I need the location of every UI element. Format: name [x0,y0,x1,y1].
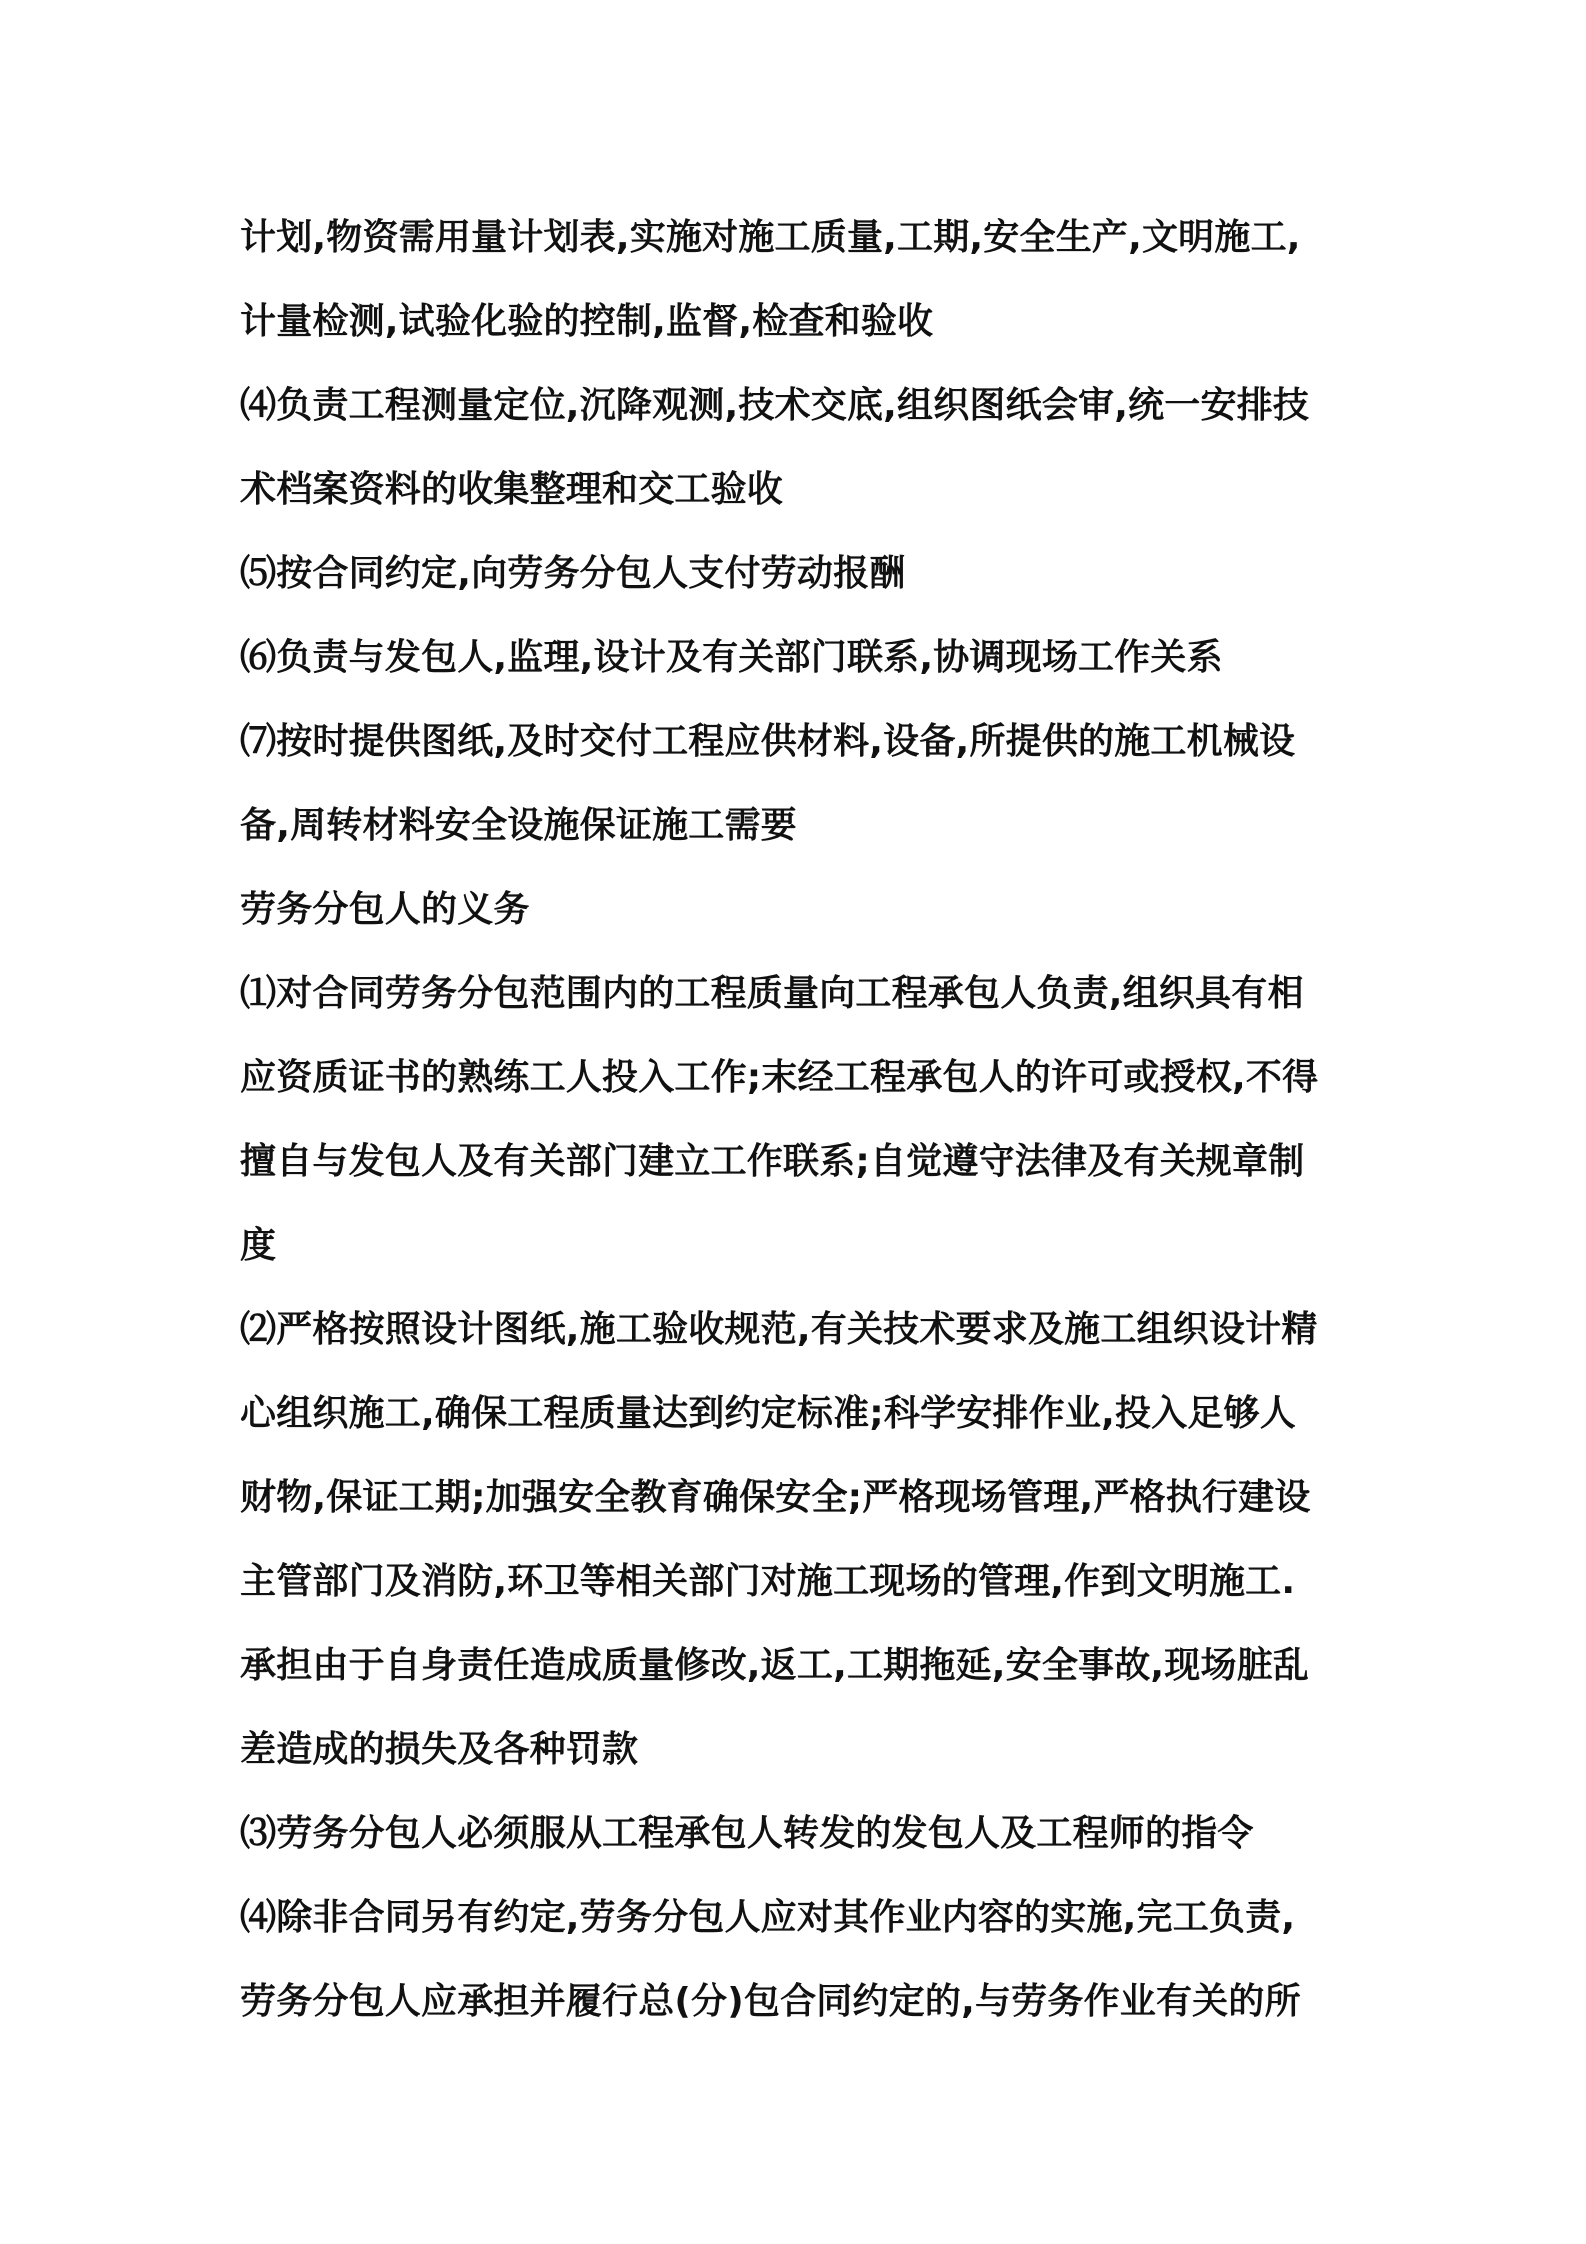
text-line: ⑶劳务分包人必须服从工程承包人转发的发包人及工程师的指令 [240,1813,1254,1854]
text-line: ⑷除非合同另有约定,劳务分包人应对其作业内容的实施,完工负责, [240,1897,1296,1938]
text-line: 劳务分包人应承担并履行总(分)包合同约定的,与劳务作业有关的所 [240,1981,1301,2022]
text-line: 承担由于自身责任造成质量修改,返工,工期拖延,安全事故,现场脏乱 [240,1645,1310,1686]
text-line: 心组织施工,确保工程质量达到约定标准;科学安排作业,投入足够人 [240,1393,1296,1434]
text-line: ⑹负责与发包人,监理,设计及有关部门联系,协调现场工作关系 [240,637,1223,678]
text-line: 主管部门及消防,环卫等相关部门对施工现场的管理,作到文明施工. [240,1561,1296,1602]
text-line: 应资质证书的熟练工人投入工作;末经工程承包人的许可或授权,不得 [240,1057,1319,1098]
text-line: 计量检测,试验化验的控制,监督,检查和验收 [240,301,934,342]
text-line: 备,周转材料安全设施保证施工需要 [240,805,797,846]
text-line: 擅自与发包人及有关部门建立工作联系;自觉遵守法律及有关规章制 [240,1141,1305,1182]
text-line: 差造成的损失及各种罚款 [240,1729,639,1770]
section-heading: 劳务分包人的义务 [240,889,530,930]
text-line: ⑷负责工程测量定位,沉降观测,技术交底,组织图纸会审,统一安排技 [240,385,1310,426]
document-body [240,196,1360,2044]
text-line: 术档案资料的收集整理和交工验收 [240,469,784,510]
text-line: 计划,物资需用量计划表,实施对施工质量,工期,安全生产,文明施工, [240,217,1301,258]
text-line: 度 [240,1225,277,1266]
text-line: ⑺按时提供图纸,及时交付工程应供材料,设备,所提供的施工机械设 [240,721,1296,762]
text-line: ⑸按合同约定,向劳务分包人支付劳动报酬 [240,553,906,594]
text-line: ⑵严格按照设计图纸,施工验收规范,有关技术要求及施工组织设计精 [240,1309,1318,1350]
text-line: ⑴对合同劳务分包范围内的工程质量向工程承包人负责,组织具有相 [240,973,1304,1014]
text-line: 财物,保证工期;加强安全教育确保安全;严格现场管理,严格执行建设 [240,1477,1311,1518]
